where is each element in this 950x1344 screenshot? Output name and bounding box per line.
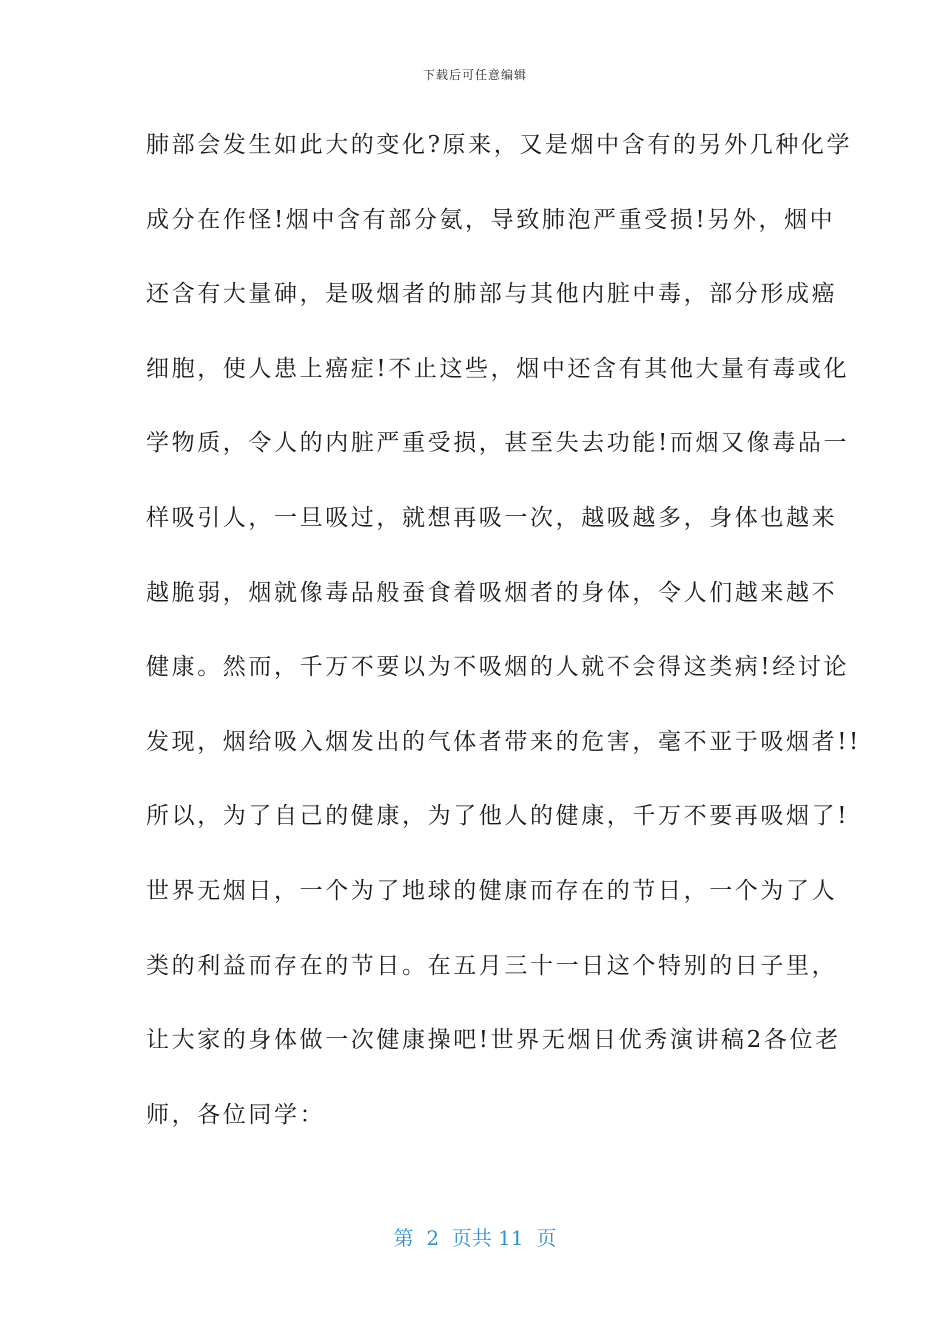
text-line: 世界无烟日，一个为了地球的健康而存在的节日，一个为了人: [146, 877, 838, 904]
text-line: 类的利益而存在的节日。在五月三十一日这个特别的日子里，: [146, 952, 838, 979]
text-line: 所以，为了自己的健康，为了他人的健康，千万不要再吸烟了!: [146, 803, 850, 830]
text-line: 成分在作怪!烟中含有部分氨，导致肺泡严重受损!另外，烟中: [146, 206, 836, 233]
text-line: 师，各位同学：: [146, 1101, 326, 1128]
text-line: 越脆弱，烟就像毒品般蚕食着吸烟者的身体，令人们越来越不: [146, 579, 838, 606]
text-line: 样吸引人，一旦吸过，就想再吸一次，越吸越多，身体也越来: [146, 504, 838, 531]
text-line: 肺部会发生如此大的变化?原来，又是烟中含有的另外几种化学: [146, 132, 853, 158]
text-line: 还含有大量砷，是吸烟者的肺部与其他内脏中毒，部分形成癌: [146, 281, 838, 308]
document-body: [146, 120, 861, 1164]
page-number-footer: 第 2 页共 11 页: [393, 1226, 557, 1250]
text-line: 学物质，令人的内脏严重受损，甚至失去功能!而烟又像毒品一: [146, 430, 850, 457]
text-line: 发现，烟给吸入烟发出的气体者带来的危害，毫不亚于吸烟者!!: [146, 728, 861, 755]
text-line: 细胞，使人患上癌症!不止这些，烟中还含有其他大量有毒或化: [146, 355, 850, 382]
page-header: 下载后可任意编辑: [422, 68, 527, 82]
text-line: 让大家的身体做一次健康操吧!世界无烟日优秀演讲稿2各位老: [146, 1027, 841, 1054]
text-line: 健康。然而，千万不要以为不吸烟的人就不会得这类病!经讨论: [146, 654, 850, 681]
